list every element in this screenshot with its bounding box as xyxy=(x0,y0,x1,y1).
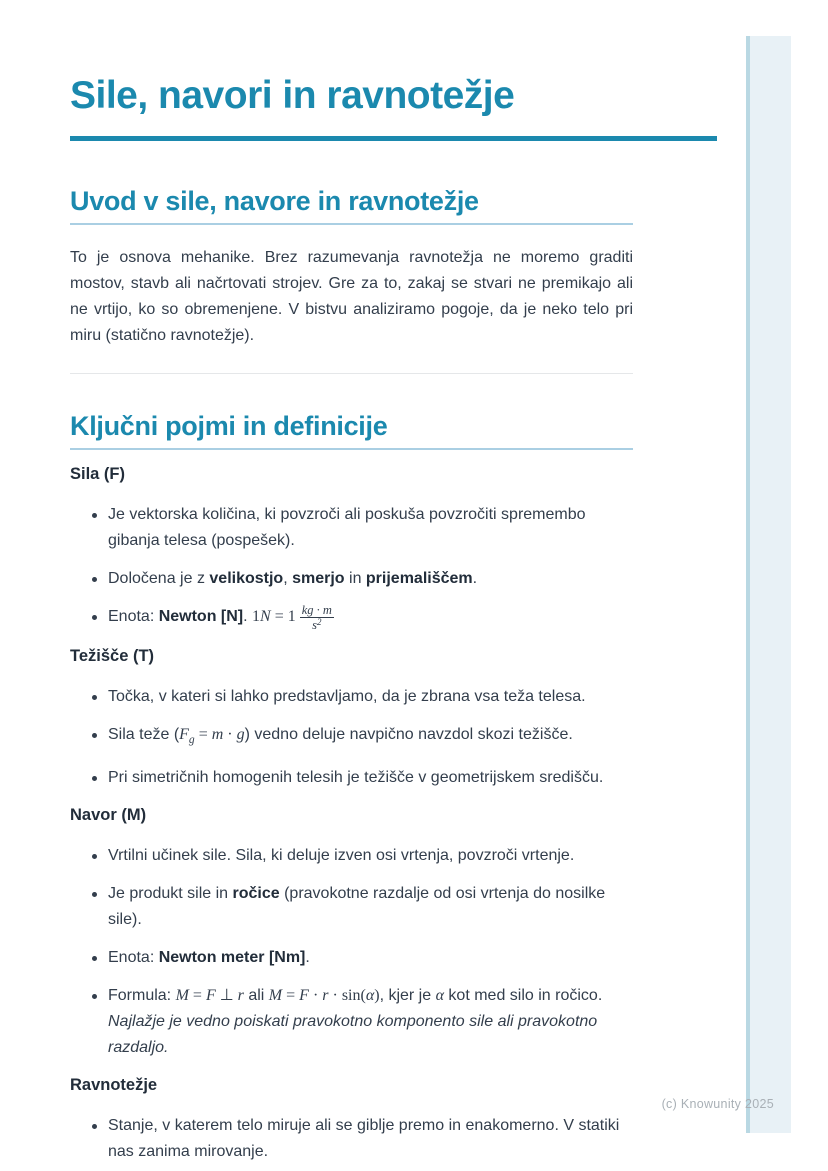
subheading-navor-m: Navor (M) xyxy=(70,806,147,825)
watermark-text: (c) Knowunity 2025 xyxy=(661,1097,774,1111)
title-rule xyxy=(70,136,717,141)
subheading-tezisce-t: Težišče (T) xyxy=(70,647,155,666)
bullet-item: Je vektorska količina, ki povzroči ali poskuša povzročiti spremembo gibanja telesa (pospešek). xyxy=(70,502,633,554)
bullet-item: Enota: Newton meter [Nm]. xyxy=(70,945,633,971)
intro-paragraph: To je osnova mehanike. Brez razumevanja ravnotežja ne moremo graditi mostov, stavb ali načrtovati strojev. Gre za to, zakaj se stvari ne premikajo ali ne vrtijo, ko so obremenjene. V bistvu analiziramo pogoje, da je neko telo pri miru (statično ravnotežje). xyxy=(70,249,633,344)
bullet-item: Pri simetričnih homogenih telesih je težišče v geometrijskem središču. xyxy=(70,765,633,791)
bullet-item: Sila teže $(F_g = m \cdot g)$ vedno deluje navpično navzdol skozi težišče. xyxy=(70,722,633,753)
section-heading-uvod: Uvod v sile, navore in ravnotežje xyxy=(70,186,479,216)
bullet-item: Točka, v kateri si lahko predstavljamo, da je zbrana vsa teža telesa. xyxy=(70,684,633,710)
document-title: Sile, navori in ravnotežje xyxy=(70,74,515,117)
bullet-item: Določena je z velikostjo, smerjo in prijemališčem. xyxy=(70,566,633,592)
bullet-list-navor xyxy=(70,843,633,1061)
bullet-item: Stanje, v katerem telo miruje ali se giblje premo in enakomerno. V statiki nas zanima mirovanje. xyxy=(70,1113,633,1165)
right-margin-bar xyxy=(746,36,791,1133)
heading-underline xyxy=(70,448,633,450)
bullet-item: Formula: M = F ⊥ r ali M = F · r · sin(α), kjer je α kot med silo in ročico. Najlažje je vedno poiskati pravokotno komponento sile ali pravokotno razdaljo. xyxy=(70,983,633,1061)
bullet-item: Enota: Newton [N]. 1N = 1 $\frac{kg \cdot m}{s^2}$ xyxy=(70,604,633,632)
subheading-ravnotezje: Ravnotežje xyxy=(70,1076,158,1095)
bullet-list-ravnotezje xyxy=(70,1113,633,1165)
subheading-sila-f: Sila (F) xyxy=(70,465,126,483)
document-content xyxy=(70,0,633,1165)
bullet-list-sila xyxy=(70,502,633,632)
bullet-item: Vrtilni učinek sile. Sila, ki deluje izven osi vrtenja, povzroči vrtenje. xyxy=(70,843,633,869)
section-heading-pojmi: Ključni pojmi in definicije xyxy=(70,411,388,441)
bullet-list-tezisce xyxy=(70,684,633,791)
heading-underline xyxy=(70,223,633,225)
bullet-item: Je produkt sile in ročice (pravokotne razdalje od osi vrtenja do nosilke sile). xyxy=(70,881,633,933)
section-divider xyxy=(70,373,633,374)
